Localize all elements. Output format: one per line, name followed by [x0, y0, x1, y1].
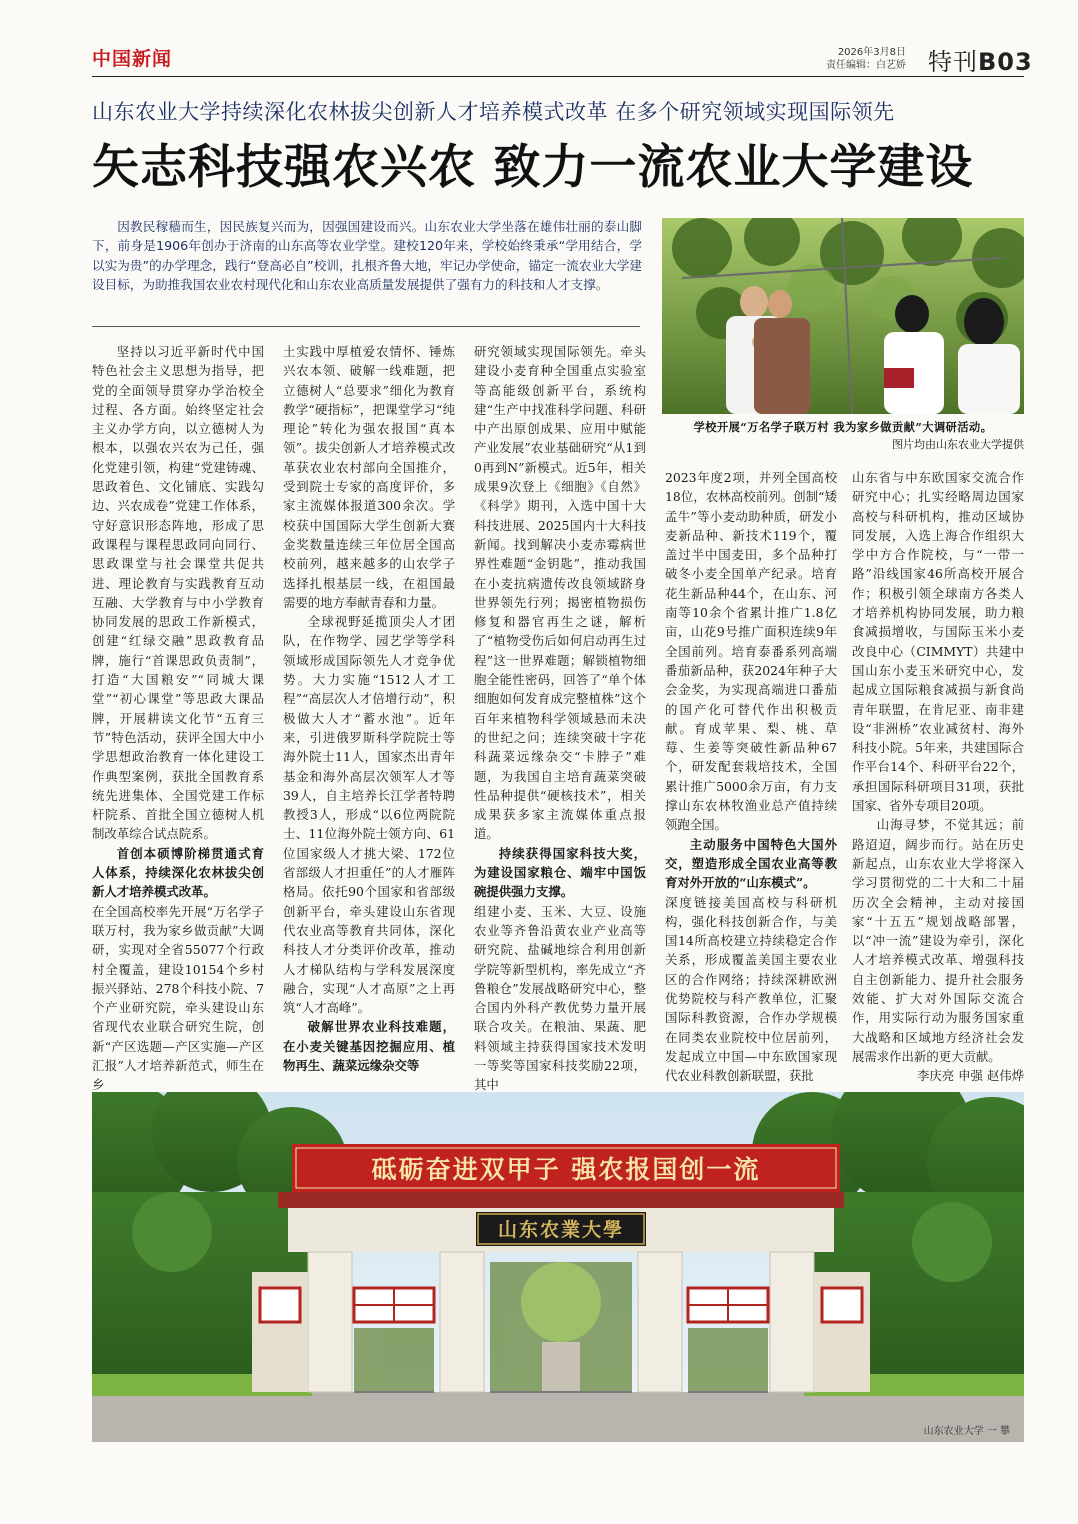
section-page: [928, 42, 1033, 77]
photo-caption: [662, 419, 1024, 453]
issue-date: 2026年3月8日: [837, 47, 906, 58]
body-paragraph: 全球视野延揽顶尖人才团队，在作物学、园艺学等学科领域形成国际领先人才竞争优势。大力实施“1512人才工程”“高层次人才倍增行动”，积极做大人才“蓄水池”。近年来，引进俄罗斯科学院院士等海外院士11人，国家杰出青年基金和海外高层次领军人才等39人，自主培养长江学者特聘教授3人，形成“以6位两院院士、11位海外院士领方向、61位国家级人才挑大梁、172位省部级人才担重任”的人才雁阵格局。依托90个国家和省部级创新平台，牵头建设山东省现代农业高等教育共同体，深化科技人才分类评价改革，推动人才梯队结构与学科发展深度融合，实现“人才高原”之上再筑“人才高峰”。: [283, 614, 455, 1016]
newspaper-logo: 中国新闻: [92, 48, 173, 70]
section-heading: 主动服务中国特色大国外交，塑造形成全国农业高等教育对外开放的“山东模式”。: [665, 836, 837, 891]
university-gate-photo: [92, 1092, 1024, 1442]
gate-plaque-text: 山东农業大學: [497, 1219, 625, 1241]
body-paragraph: 坚持以习近平新时代中国特色社会主义思想为指导，把党的全面领导贯穿办学治校全过程、各方面。始终坚定社会主义办学方向，以立德树人为根本，以强农兴农为己任，强化党建引领，构建“党建铸魂、思政着色、文化铺底、实践勾边、兴农成卷”党建工作体系，守好意识形态阵地，形成了思政课程与课程思政同向同行、思政课堂与社会课堂共促共进、理论教育与实践教育互动互融、大学教育与中小学教育协同发展的思政工作新模式，创建“红绿交融”思政教育品牌，施行“首课思政负责制”，打造“大国粮安”“同城大课堂”“初心课堂”等思政大课品牌，开展耕读文化节“五育三节”特色活动，获评全国大中小学思想政治教育一体化建设工作典型案例，获批全国教育系统先进集体、全国党建工作标杆院系、首批全国立德树人机制改革综合试点院系。: [92, 344, 264, 842]
body-column-1: [92, 342, 264, 1095]
section-label: 特刊: [928, 48, 978, 76]
article-headline: 矢志科技强农兴农 致力一流农业大学建设: [92, 140, 974, 195]
masthead-divider: [92, 76, 1024, 77]
body-column-3: [474, 342, 646, 1095]
body-column-2: [283, 342, 455, 1075]
gate-banner-text: 砥砺奋进双甲子 强农报国创一流: [371, 1155, 761, 1184]
body-paragraph: 组建小麦、玉米、大豆、设施农业等齐鲁沿黄农业产业高等研究院、盐碱地综合利用创新学院等新型机构，率先成立“齐鲁粮仓”发展战略研究中心，整合国内外科产教优势力量开展联合攻关。在粮油、果蔬、肥料领域主持获得国家技术发明一等奖等国家科技奖励22项，其中: [474, 903, 646, 1093]
section-heading: 破解世界农业科技难题，在小麦关键基因挖掘应用、植物再生、蔬菜远缘杂交等: [283, 1019, 455, 1073]
field-survey-photo: [662, 218, 1024, 414]
lead-divider: [92, 326, 640, 327]
byline: 李庆亮 申强 赵伟烨: [916, 1068, 1024, 1084]
body-column-4: [665, 468, 837, 1086]
body-paragraph: 山海寻梦，不觉其远；前路迢迢，阔步而行。站在历史新起点，山东农业大学将深入学习贯彻党的二十大和二十届历次全会精神，主动对接国家“十五五”规划战略部署，以“冲一流”建设为牵引，深化人才培养模式改革、增强科技自主创新能力、提升社会服务效能、扩大对外国际交流合作，用实际行动为服务国家重大战略和区域地方经济社会发展需求作出新的更大贡献。: [852, 817, 1024, 1064]
body-paragraph: 深度链接美国高校与科研机构，强化科技创新合作，与美国14所高校建立持续稳定合作关系，形成覆盖美国主要农业区的合作网络；持续深耕欧洲优势院校与科产教单位，汇聚国际科教资源，合作办学规模在同类农业院校中位居前列，发起成立中国—中东欧国家现代农业科教创新联盟，获批: [665, 894, 837, 1084]
section-heading: 首创本硕博阶梯贯通式育人体系，持续深化农林拔尖创新人才培养模式改革。: [92, 845, 264, 900]
article-lead: 因教民稼穑而生，因民族复兴而为，因强国建设而兴。山东农业大学坐落在雄伟壮丽的泰山脚下，前身是1906年创办于济南的山东高等农业学堂。建校120年来，学校始终秉承“学用结合，学以实为贵”的办学理念，践行“登高必自”校训，扎根齐鲁大地，牢记办学使命，锚定一流农业大学建设目标，为助推我国农业农村现代化和山东农业高质量发展提供了强有力的科技和人才支撑。: [92, 219, 642, 293]
body-paragraph: 研究领域实现国际领先。牵头建设小麦育种全国重点实验室等高能级创新平台，系统构建“生产中找准科学问题、科研中产出原创成果、应用中赋能产业发展”农业基础研究“从1到0再到N”新模式。近5年，相关成果9次登上《细胞》《自然》《科学》期刊，入选中国十大科技进展、2025国内十大科技新闻。找到解决小麦赤霉病世界性难题“金钥匙”，推动我国在小麦抗病遗传改良领域跻身世界领先行列；揭密植物损伤修复和器官再生之谜，解析了“植物受伤后如何启动再生过程”这一世界难题；解锁植物细胞全能性密码，回答了“单个体细胞如何发育成完整植株”这个百年来植物科学领域悬而未决的世纪之问；连续突破十字花科蔬菜远缘杂交“卡脖子”难题，为我国自主培育蔬菜突破性品种提供“硬核技术”，相关成果获多家主流媒体重点报道。: [474, 344, 646, 842]
body-column-5: [852, 468, 1024, 1086]
photo-caption-text: 学校开展“万名学子联万村 我为家乡做贡献”大调研活动。: [693, 420, 993, 434]
photo-watermark: 山东农业大学 一 攀: [923, 1426, 1010, 1437]
issue-meta: [826, 46, 906, 72]
body-paragraph: 2023年度2项，并列全国高校18位，农林高校前列。创制“矮孟牛”等小麦动助种质，研发小麦新品种、新技术119个，覆盖过半中国麦田，多个品种打破冬小麦全国单产纪录。培育花生新品种44个，在山东、河南等10余个省累计推广1.8亿亩，山花9号推广面积连续9年全国前列。培育泰番系列高端番茄新品种，获2024年种子大会金奖，为实现高端进口番茄的国产化可替代作出积极贡献。育成苹果、梨、桃、草莓、生姜等突破性新品种67个，研发配套栽培技术，全国累计推广5000余万亩，有力支撑山东农林牧渔业总产值持续领跑全国。: [665, 470, 837, 833]
issue-editor: 责任编辑：白艺娇: [826, 60, 906, 71]
page-number: B03: [978, 48, 1033, 76]
body-paragraph: 在全国高校率先开展“万名学子联万村，我为家乡做贡献”大调研，实现对全省55077个行政村全覆盖，建设10154个乡村振兴驿站、278个科技小院、7个产业研究院，牵头建设山东省现代农业联合研究生院，创新“产区选题—产区实施—产区汇报”人才培养新范式，师生在乡: [92, 903, 264, 1093]
section-heading: 持续获得国家科技大奖，为建设国家粮仓、端牢中国饭碗提供强力支撑。: [474, 845, 646, 900]
article-subtitle: 山东农业大学持续深化农林拔尖创新人才培养模式改革 在多个研究领域实现国际领先: [92, 100, 895, 124]
body-paragraph: 土实践中厚植爱农情怀、锤炼兴农本领、破解一线难题，把立德树人“总要求”细化为教育教学“硬指标”，把课堂学习“纯理论”转化为强农报国“真本领”。拔尖创新人才培养模式改革获农业农村部向全国推介，受到院士专家的高度评价，多家主流媒体报道300余次。学校获中国国际大学生创新大赛金奖数量连续三年位居全国高校前列，越来越多的山农学子选择扎根基层一线，在祖国最需要的地方奉献青春和力量。: [283, 344, 455, 610]
photo-credit: 图片均由山东农业大学提供: [892, 438, 1024, 451]
body-paragraph: 山东省与中东欧国家交流合作研究中心；扎实经略周边国家高校与科研机构，推动区域协同发展，入选上海合作组织大学中方合作院校，与“一带一路”沿线国家46所高校开展合作；积极引领全球南方各类人才培养机构协同发展，助力粮食减损增收，与国际玉米小麦改良中心（CIMMYT）共建中国山东小麦玉米研究中心，发起成立国际粮食减损与新食尚青年联盟，在肯尼亚、南非建设“非洲桥”农业减贫村、海外科技小院。5年来，共建国际合作平台14个、科研平台22个，承担国际科研项目31项，获批国家、省外专项目20项。: [852, 470, 1024, 814]
